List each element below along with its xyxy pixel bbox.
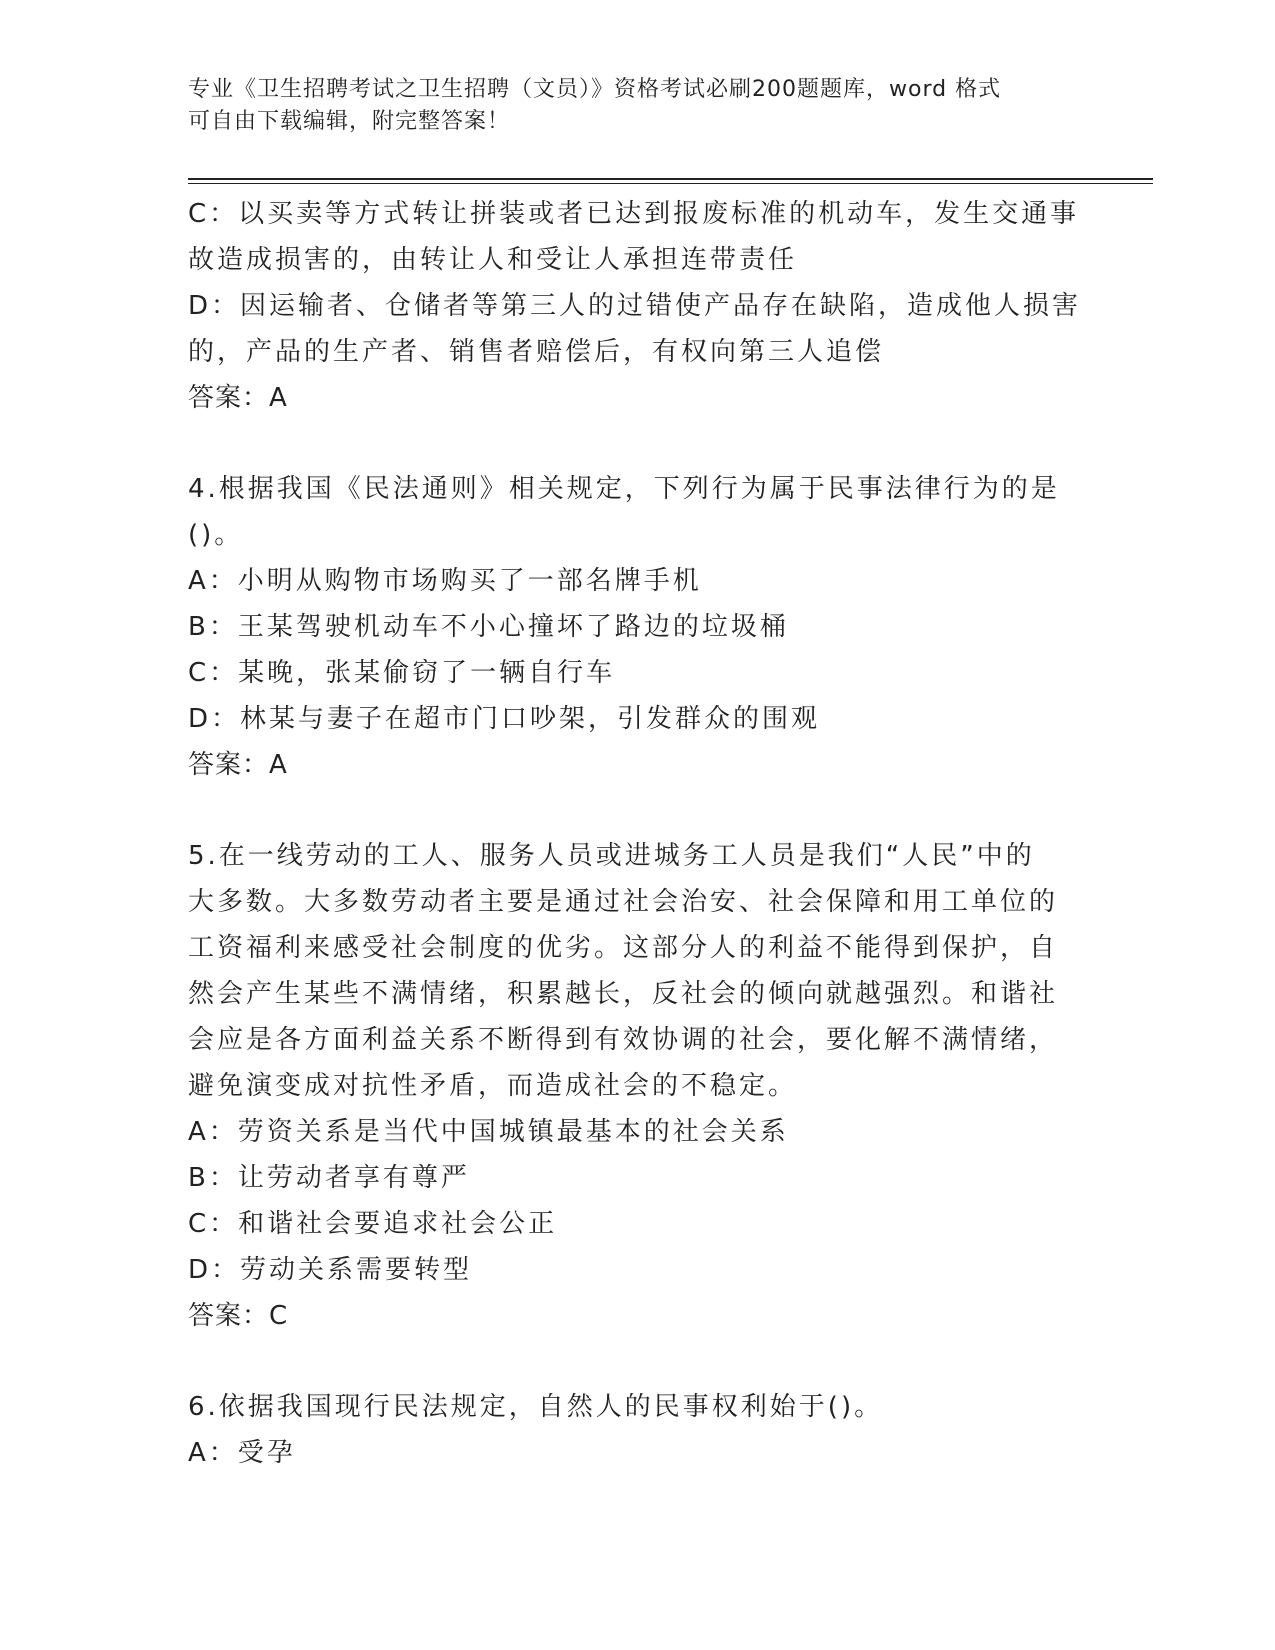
question-6 [188, 1384, 1088, 1476]
document-header [188, 74, 1068, 138]
q4-stem-line-2: ()。 [188, 520, 244, 550]
question-4 [188, 466, 1088, 788]
q4-option-d: D：林某与妻子在超市门口吵架，引发群众的围观 [188, 704, 821, 734]
q3-option-c-line-2: 故造成损害的，由转让人和受让人承担连带责任 [188, 245, 798, 275]
q5-option-a: A：劳资关系是当代中国城镇最基本的社会关系 [188, 1117, 789, 1147]
document-body [188, 191, 1088, 1476]
q3-option-c-line-1: C：以买卖等方式转让拼装或者已达到报废标准的机动车，发生交通事 [188, 199, 1080, 229]
q5-stem-line-5: 会应是各方面利益关系不断得到有效协调的社会，要化解不满情绪， [188, 1025, 1059, 1055]
q3-option-d-line-1: D：因运输者、仓储者等第三人的过错使产品存在缺陷，造成他人损害 [188, 291, 1082, 321]
q5-stem-line-1: 5.在一线劳动的工人、服务人员或进城务工人员是我们“人民”中的 [188, 841, 1035, 871]
q5-stem-line-3: 工资福利来感受社会制度的优劣。这部分人的利益不能得到保护，自 [188, 933, 1059, 963]
question-5 [188, 833, 1088, 1339]
q4-option-a: A：小明从购物市场购买了一部名牌手机 [188, 566, 702, 596]
question-3-tail [188, 191, 1088, 421]
q3-option-d-line-2: 的，产品的生产者、销售者赔偿后，有权向第三人追偿 [188, 337, 885, 367]
spacer [188, 788, 1088, 833]
header-divider-thick [188, 178, 1153, 180]
q5-stem-line-4: 然会产生某些不满情绪，积累越长，反社会的倾向就越强烈。和谐社 [188, 979, 1059, 1009]
q4-stem-line-1: 4.根据我国《民法通则》相关规定，下列行为属于民事法律行为的是 [188, 474, 1060, 504]
q5-option-c: C：和谐社会要追求社会公正 [188, 1209, 558, 1239]
spacer [188, 1339, 1088, 1384]
spacer [188, 421, 1088, 466]
q4-option-b: B：王某驾驶机动车不小心撞坏了路边的垃圾桶 [188, 612, 789, 642]
q3-answer: 答案：A [188, 383, 288, 413]
q5-stem-line-6: 避免演变成对抗性矛盾，而造成社会的不稳定。 [188, 1071, 798, 1101]
q5-answer: 答案：C [188, 1301, 289, 1331]
header-title-line-1: 专业《卫生招聘考试之卫生招聘（文员）》资格考试必刷200题题库，word 格式 [188, 77, 1002, 102]
q5-option-d: D：劳动关系需要转型 [188, 1255, 473, 1285]
q6-stem-line-1: 6.依据我国现行民法规定，自然人的民事权利始于()。 [188, 1392, 884, 1422]
q4-option-c: C：某晚，张某偷窃了一辆自行车 [188, 658, 616, 688]
q5-stem-line-2: 大多数。大多数劳动者主要是通过社会治安、社会保障和用工单位的 [188, 887, 1059, 917]
q6-option-a: A：受孕 [188, 1438, 296, 1468]
q4-answer: 答案：A [188, 750, 288, 780]
q5-option-b: B：让劳动者享有尊严 [188, 1163, 470, 1193]
header-title-line-2: 可自由下载编辑，附完整答案！ [188, 109, 511, 134]
header-divider-thin [188, 183, 1153, 184]
